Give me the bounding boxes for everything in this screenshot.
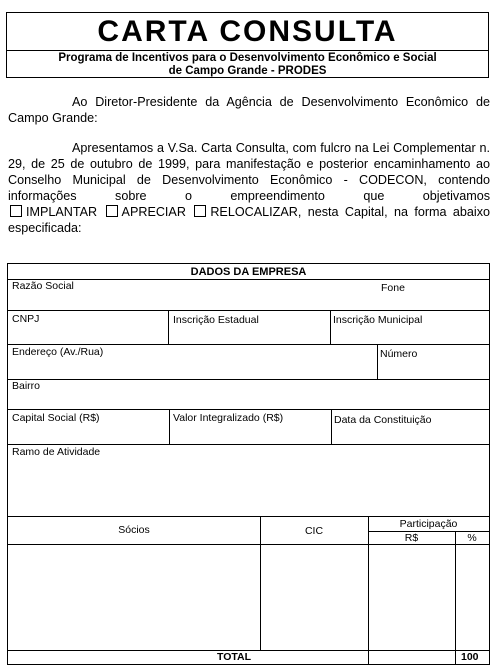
company-data-form [7, 263, 490, 665]
subtitle-line-2: de Campo Grande - PRODES [168, 65, 327, 77]
numero-label: Número [380, 348, 418, 360]
divider [8, 516, 489, 517]
inscricao-estadual-label: Inscrição Estadual [173, 314, 259, 326]
intro-paragraph [8, 140, 490, 236]
relocalizar-checkbox[interactable] [194, 205, 206, 217]
divider [330, 310, 331, 344]
divider [377, 344, 378, 379]
divider [8, 544, 489, 545]
divider [8, 379, 489, 380]
total-value: 100 [461, 651, 479, 663]
cnpj-label: CNPJ [12, 313, 40, 325]
implantar-checkbox[interactable] [10, 205, 22, 217]
divider [8, 409, 489, 410]
document-title: CARTA CONSULTA [7, 13, 488, 51]
divider [8, 310, 489, 311]
inscricao-municipal-label: Inscrição Municipal [333, 314, 423, 326]
razao-social-label: Razão Social [12, 280, 74, 292]
relocalizar-label: RELOCALIZAR [210, 205, 298, 219]
document-subtitle [7, 52, 488, 78]
divider [331, 409, 332, 444]
divider [8, 344, 489, 345]
cic-header: CIC [304, 525, 324, 537]
socios-header: Sócios [118, 524, 150, 536]
rs-header: R$ [404, 532, 419, 544]
apreciar-checkbox[interactable] [106, 205, 118, 217]
ramo-atividade-label: Ramo de Atividade [12, 446, 101, 458]
percent-header: % [467, 532, 477, 544]
participacao-header: Participação [399, 518, 458, 530]
valor-integralizado-label: Valor Integralizado (R$) [173, 412, 284, 424]
section-title: DADOS DA EMPRESA [190, 266, 307, 278]
implantar-label: IMPLANTAR [26, 205, 98, 219]
subtitle-line-1: Programa de Incentivos para o Desenvolvimento Econômico e Social [58, 52, 437, 64]
divider [455, 531, 456, 664]
salutation: Ao Diretor-Presidente da Agência de Desenvolvimento Econômico de Campo Grande: [8, 95, 490, 125]
fone-label: Fone [381, 282, 405, 294]
capital-social-label: Capital Social (R$) [12, 412, 100, 424]
data-constituicao-label: Data da Constituição [334, 414, 432, 426]
endereco-label: Endereço (Av./Rua) [12, 346, 104, 358]
intro-tail: , nesta Capital, na forma abaixo especificada: [8, 205, 491, 235]
total-label: TOTAL [216, 651, 252, 663]
divider [169, 409, 170, 444]
objective-options [8, 205, 298, 219]
apreciar-label: APRECIAR [121, 205, 186, 219]
divider [8, 279, 489, 280]
divider [168, 310, 169, 344]
intro-text: Apresentamos a V.Sa. Carta Consulta, com fulcro na Lei Complementar n. 29, de 25 de outubro de 1999, para manifestação e posterior encaminhamento ao Conselho Municipal de Desenvolvimento Econômico - CODECON, contendo informações sobre o empreendimento que objetivamos [8, 141, 490, 203]
bairro-label: Bairro [12, 380, 41, 392]
divider [8, 444, 489, 445]
header-box [6, 12, 489, 78]
